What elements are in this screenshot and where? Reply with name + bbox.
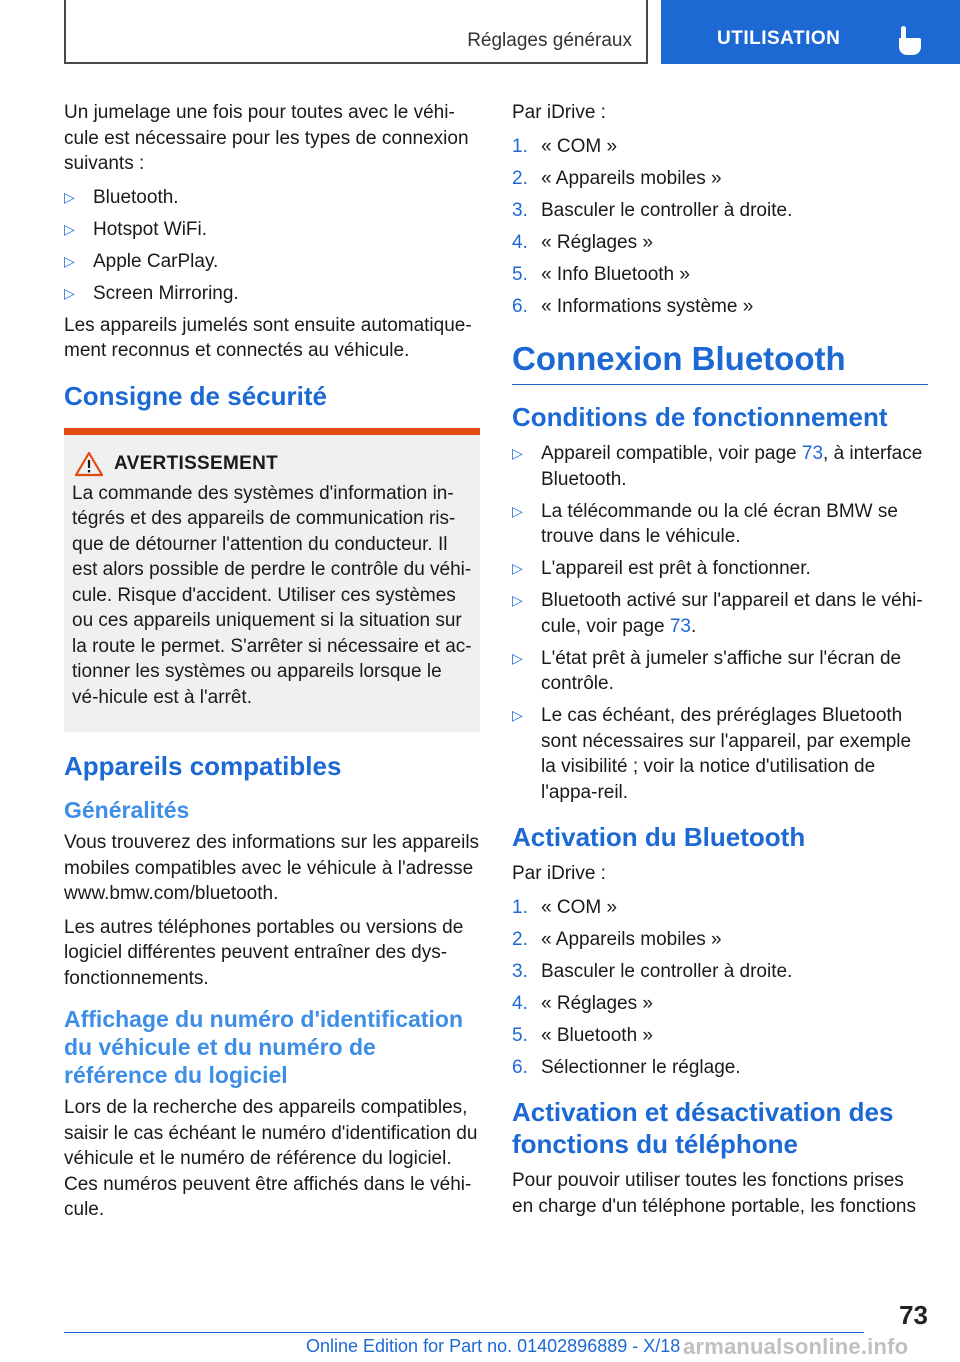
warning-triangle-icon bbox=[74, 451, 104, 477]
header-section-title: Réglages généraux bbox=[467, 30, 632, 51]
bullet-triangle-icon: ▷ bbox=[512, 649, 523, 666]
warning-text: La commande des systèmes d'information in-tégrés et des appareils de communication ris-que de détourner l'attention du conducteur. Il est alors possible de perdre le contrôle du véhi-cule. Risque d'accident. Utiliser ces systèmes ou ces appareils uniquement si la situation sur la route le permet. S'arrêter si nécessaire et ac-tionner les systèmes ou appareils lorsque le vé-hicule est à l'arrêt. bbox=[72, 482, 472, 708]
bullet-triangle-icon: ▷ bbox=[64, 220, 75, 237]
list-item: 6. « Informations système » bbox=[512, 295, 754, 317]
list-item: 5. « Bluetooth » bbox=[512, 1024, 653, 1046]
warning-title: AVERTISSEMENT bbox=[114, 452, 279, 474]
list-item: 1. « COM » bbox=[512, 896, 618, 918]
pointing-hand-icon bbox=[895, 24, 923, 56]
header-section-box bbox=[64, 0, 648, 64]
compatible-devices-heading: Appareils compatibles bbox=[64, 751, 342, 781]
pairing-intro: Un jumelage une fois pour toutes avec le véhi-cule est nécessaire pour les types de connexion suivants : bbox=[64, 102, 469, 174]
conditions-list bbox=[512, 441, 928, 805]
general-paragraph-2: Les autres téléphones portables ou versions de logiciel différentes peuvent entraîner des dys-fonctionnements. bbox=[64, 916, 464, 989]
left-column bbox=[64, 100, 480, 1231]
list-item: 2. « Appareils mobiles » bbox=[512, 167, 722, 189]
list-item: ▷ Bluetooth activé sur l'appareil et dans le véhi-cule, voir page 73. bbox=[512, 590, 923, 637]
bullet-triangle-icon: ▷ bbox=[512, 560, 523, 576]
list-item: ▷ La télécommande ou la clé écran BMW se trouve dans le véhicule. bbox=[512, 500, 898, 547]
list-item: ▷ Apple CarPlay. bbox=[64, 249, 480, 275]
idrive-label: Par iDrive : bbox=[512, 863, 606, 884]
list-item: 2. « Appareils mobiles » bbox=[512, 928, 722, 950]
safety-heading: Consigne de sécurité bbox=[64, 380, 327, 411]
page-link[interactable]: 73 bbox=[669, 615, 691, 637]
bullet-triangle-icon: ▷ bbox=[64, 284, 75, 301]
footer-divider bbox=[64, 1332, 864, 1333]
info-steps-list bbox=[512, 134, 928, 320]
header-chapter-tab bbox=[661, 0, 960, 64]
list-item: 5. « Info Bluetooth » bbox=[512, 263, 690, 285]
connection-types-list bbox=[64, 185, 480, 307]
list-item: 1. « COM » bbox=[512, 135, 618, 157]
general-heading: Généralités bbox=[64, 797, 190, 823]
phone-functions-heading: Activation et désactivation des fonctions du téléphone bbox=[512, 1097, 894, 1159]
auto-connect-note: Les appareils jumelés sont ensuite automatique-ment reconnus et connectés au véhicule. bbox=[64, 314, 472, 361]
list-item: 3. Basculer le controller à droite. bbox=[512, 960, 793, 982]
conditions-heading: Conditions de fonctionnement bbox=[512, 402, 888, 432]
bluetooth-connection-heading: Connexion Bluetooth bbox=[512, 339, 928, 385]
idrive-label: Par iDrive : bbox=[512, 102, 606, 123]
page-link[interactable]: 73 bbox=[801, 443, 824, 464]
edition-footer: Online Edition for Part no. 01402896889 - X/18 bbox=[306, 1336, 681, 1356]
list-item: ▷ Appareil compatible, voir page 73, à interface Bluetooth. bbox=[512, 443, 923, 490]
list-item: ▷ L'état prêt à jumeler s'affiche sur l'écran de contrôle. bbox=[512, 647, 902, 694]
activation-steps-list bbox=[512, 895, 928, 1081]
general-paragraph-1: Vous trouverez des informations sur les appareils mobiles compatibles avec le véhicule à l'adresse www.bmw.com/bluetooth. bbox=[64, 832, 480, 904]
bullet-triangle-icon: ▷ bbox=[64, 188, 75, 205]
list-item: ▷ Hotspot WiFi. bbox=[64, 217, 480, 243]
list-item: ▷ Le cas échéant, des préréglages Bluetooth sont nécessaires sur l'appareil, par exemple la visibilité ; voir la notice d'utilisation de l'appa-reil. bbox=[512, 705, 912, 803]
warning-box bbox=[64, 428, 480, 733]
page-number: 73 bbox=[899, 1300, 928, 1330]
list-item: ▷ Bluetooth. bbox=[64, 185, 480, 211]
bullet-triangle-icon: ▷ bbox=[64, 252, 75, 269]
list-item: 4. « Réglages » bbox=[512, 992, 653, 1014]
phone-functions-paragraph: Pour pouvoir utiliser toutes les fonctions prises en charge d'un téléphone portable, les fonctions bbox=[512, 1170, 916, 1217]
bullet-triangle-icon: ▷ bbox=[512, 707, 523, 723]
bullet-triangle-icon: ▷ bbox=[512, 592, 523, 608]
list-item: 6. Sélectionner le réglage. bbox=[512, 1056, 741, 1078]
list-item: 3. Basculer le controller à droite. bbox=[512, 199, 793, 221]
header-chapter-title: UTILISATION bbox=[717, 28, 841, 49]
bullet-triangle-icon: ▷ bbox=[512, 502, 523, 519]
vin-paragraph: Lors de la recherche des appareils compatibles, saisir le cas échéant le numéro d'identification du véhicule et le numéro de référence du logiciel. Ces numéros peuvent être affichés dans le véhi-cule. bbox=[64, 1097, 478, 1220]
list-item: ▷ Screen Mirroring. bbox=[64, 281, 480, 307]
bluetooth-activation-heading: Activation du Bluetooth bbox=[512, 822, 806, 852]
list-item: 4. « Réglages » bbox=[512, 231, 653, 253]
vin-heading: Affichage du numéro d'identification du véhicule et du numéro de référence du logiciel bbox=[64, 1006, 464, 1088]
right-column bbox=[512, 100, 928, 1227]
list-item: ▷ L'appareil est prêt à fonctionner. bbox=[512, 556, 928, 582]
bullet-triangle-icon: ▷ bbox=[512, 445, 523, 461]
watermark: armanualsonline.info bbox=[683, 1334, 909, 1359]
